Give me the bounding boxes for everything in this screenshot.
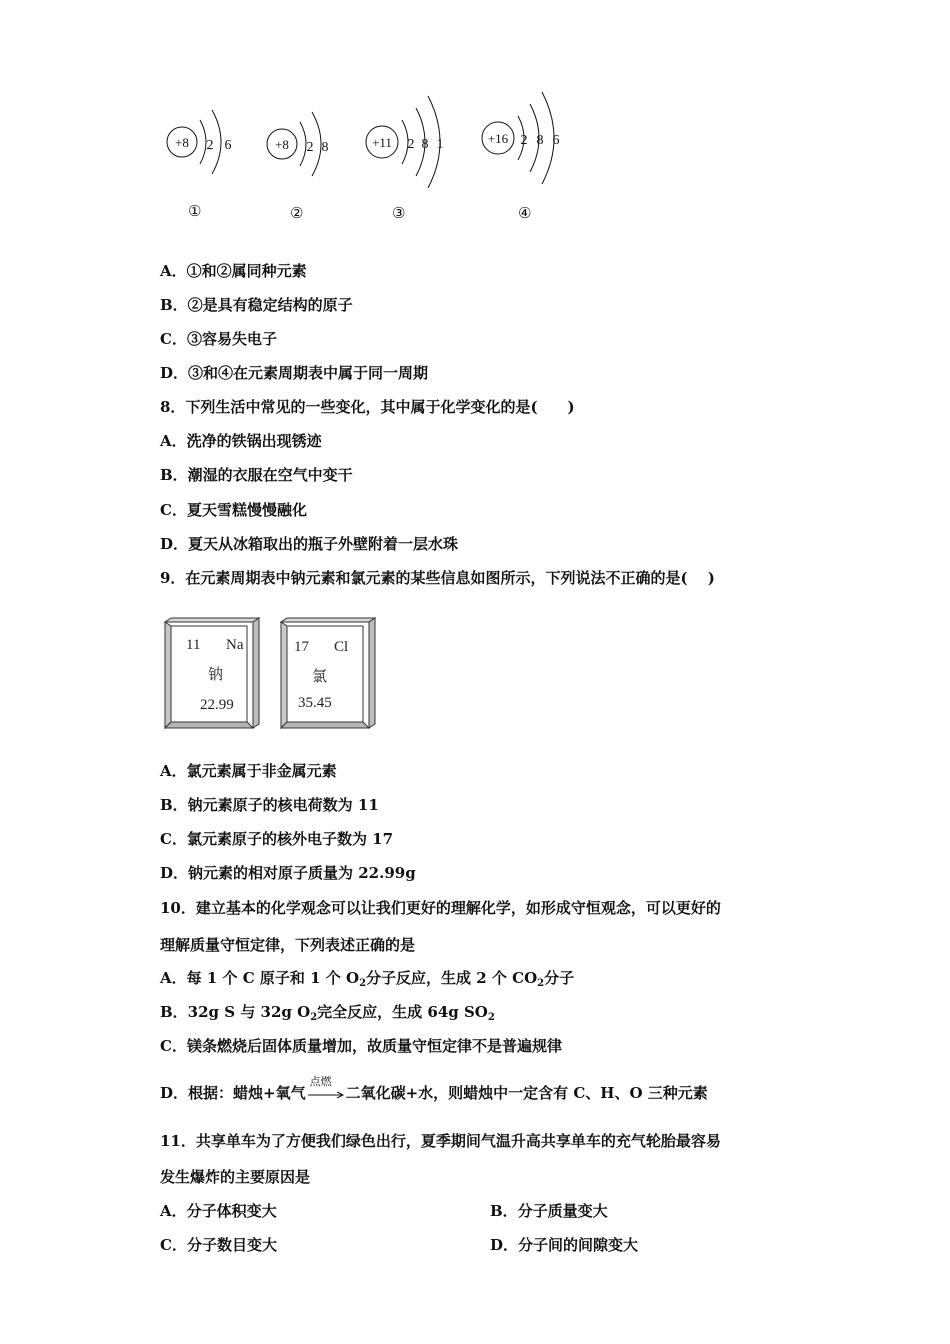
q9-option-b: B．钠元素原子的核电荷数为 11 xyxy=(160,796,379,814)
q7-option-b: B．②是具有稳定结构的原子 xyxy=(160,296,353,314)
q10-a-pre: A．每 1 个 C 原子和 1 个 O xyxy=(160,969,360,987)
q9-stem: 9．在元素周期表中钠元素和氯元素的某些信息如图所示，下列说法不正确的是( ) xyxy=(160,569,715,587)
atom-structure-4-figure xyxy=(478,92,618,222)
atom-4-shell-1: 2 xyxy=(520,133,528,148)
q10-stem-line1: 10．建立基本的化学观念可以让我们更好的理解化学，如形成守恒观念，可以更好的 xyxy=(160,899,721,917)
atom-3-shell-3: 1 xyxy=(436,137,444,152)
q10-b-mid: 完全反应，生成 64g SO xyxy=(317,1003,488,1021)
q11-option-d: D．分子间的间隙变大 xyxy=(490,1236,639,1254)
element-tile-sodium xyxy=(164,617,260,729)
q11-stem-line2: 发生爆炸的主要原因是 xyxy=(160,1168,311,1186)
tile-chlorine-frame xyxy=(280,617,376,729)
q8-option-b: B．潮湿的衣服在空气中变干 xyxy=(160,466,353,484)
atom-2-shell-2: 8 xyxy=(321,140,329,155)
atom-diagram-4 xyxy=(478,92,618,222)
atom-3-shell-1: 2 xyxy=(407,137,415,152)
arrow-icon xyxy=(306,1084,346,1104)
q10-b-pre: B．32g S 与 32g O xyxy=(160,1003,311,1021)
chlorine-symbol: Cl xyxy=(334,639,349,655)
atom-2-nucleus: +8 xyxy=(275,137,289,152)
atom-3-shell-2: 8 xyxy=(421,137,429,152)
atom-3-label: ③ xyxy=(392,204,406,222)
q10-d-pre: D．根据：蜡烛+氧气 xyxy=(160,1084,306,1102)
atom-2-label: ② xyxy=(290,204,304,222)
reaction-arrow xyxy=(306,1075,346,1104)
q10-a-post: 分子 xyxy=(544,969,575,987)
reaction-condition: 点燃 xyxy=(309,1075,332,1088)
q11-option-c: C．分子数目变大 xyxy=(160,1236,277,1254)
q10-b-sub1: 2 xyxy=(310,1012,318,1023)
q9-option-d: D．钠元素的相对原子质量为 22.99g xyxy=(160,864,416,882)
q8-option-d: D．夏天从冰箱取出的瓶子外壁附着一层水珠 xyxy=(160,535,459,553)
atom-4-nucleus: +16 xyxy=(487,131,509,146)
q7-option-d: D．③和④在元素周期表中属于同一周期 xyxy=(160,364,429,382)
q10-b-sub2: 2 xyxy=(487,1012,495,1023)
q11-option-b: B．分子质量变大 xyxy=(490,1202,608,1220)
atom-2-shell-1: 2 xyxy=(306,140,314,155)
atom-4-label: ④ xyxy=(518,204,532,222)
q8-option-a: A．洗净的铁锅出现锈迹 xyxy=(160,432,322,450)
q10-option-d xyxy=(160,1075,708,1104)
q10-option-a xyxy=(160,968,574,988)
element-tile-chlorine xyxy=(280,617,376,729)
q10-d-post: 二氧化碳+水，则蜡烛中一定含有 C、H、O 三种元素 xyxy=(345,1084,708,1102)
q11-stem-line1: 11．共享单车为了方便我们绿色出行，夏季期间气温升高共享单车的充气轮胎最容易 xyxy=(160,1132,721,1150)
atom-3-nucleus: +11 xyxy=(372,135,392,150)
q10-option-b xyxy=(160,1002,495,1022)
sodium-number: 11 xyxy=(186,637,201,653)
q7-option-a: A．①和②属同种元素 xyxy=(160,262,307,280)
sodium-symbol: Na xyxy=(226,637,244,653)
q9-option-c: C．氯元素原子的核外电子数为 17 xyxy=(160,830,394,848)
atom-1-label: ① xyxy=(188,202,202,220)
atom-4-shell-3: 6 xyxy=(552,133,560,148)
q10-a-sub2: 2 xyxy=(537,978,545,989)
q7-option-c: C．③容易失电子 xyxy=(160,330,277,348)
q10-option-c: C．镁条燃烧后固体质量增加，故质量守恒定律不是普遍规律 xyxy=(160,1037,562,1055)
q10-a-sub1: 2 xyxy=(359,978,367,989)
atom-1-shell-2: 6 xyxy=(224,138,232,153)
atom-4-shell-2: 8 xyxy=(536,133,544,148)
q10-stem-line2: 理解质量守恒定律，下列表述正确的是 xyxy=(160,936,416,954)
q8-option-c: C．夏天雪糕慢慢融化 xyxy=(160,501,307,519)
q9-option-a: A．氯元素属于非金属元素 xyxy=(160,762,337,780)
atom-1-shell-1: 2 xyxy=(206,138,214,153)
chlorine-name: 氯 xyxy=(312,669,328,685)
q8-stem: 8．下列生活中常见的一些变化，其中属于化学变化的是( ) xyxy=(160,398,575,416)
q10-a-mid: 分子反应，生成 2 个 CO xyxy=(366,969,538,987)
sodium-mass: 22.99 xyxy=(200,697,234,713)
chlorine-number: 17 xyxy=(294,639,309,655)
chlorine-mass: 35.45 xyxy=(298,695,332,711)
q11-option-a: A．分子体积变大 xyxy=(160,1202,277,1220)
atom-1-nucleus: +8 xyxy=(175,135,189,150)
sodium-name: 钠 xyxy=(208,667,224,683)
